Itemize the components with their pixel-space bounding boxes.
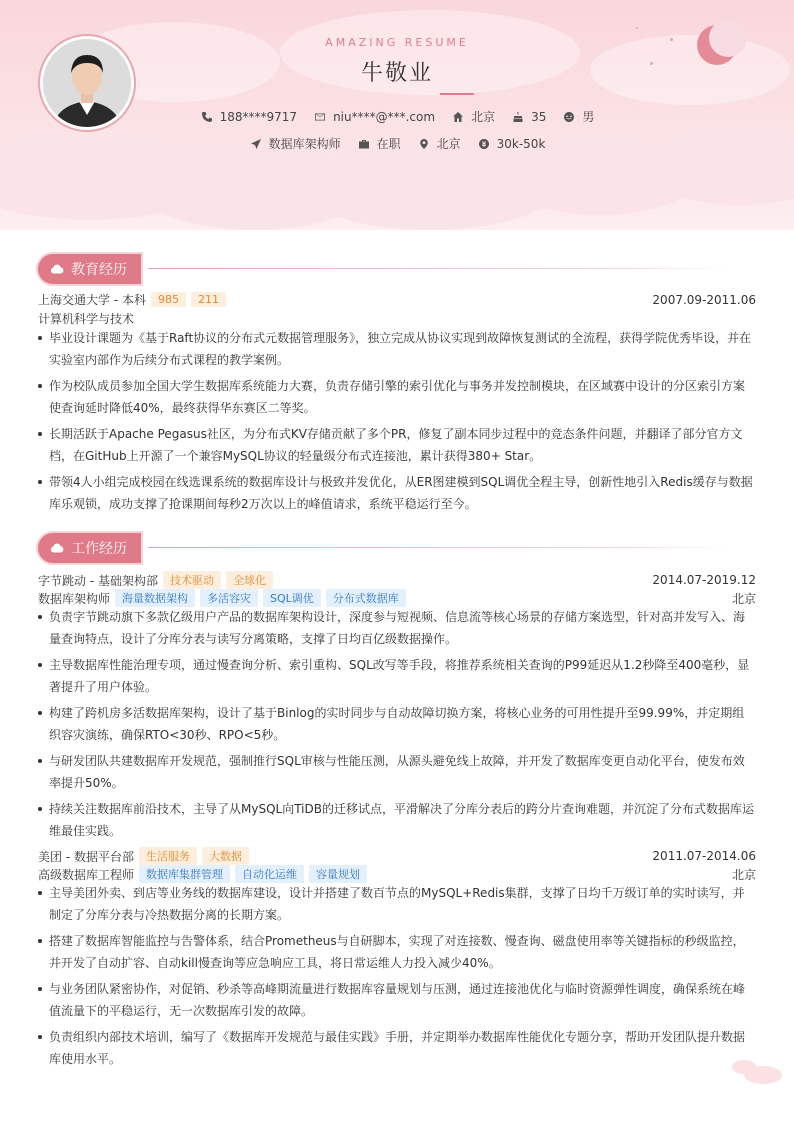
company-tag: 生活服务 xyxy=(139,847,197,865)
job-bullets xyxy=(38,606,756,846)
company-tag: 大数据 xyxy=(202,847,249,865)
job-info-row xyxy=(0,135,794,152)
job-date: 2011.07-2014.06 xyxy=(652,849,756,863)
job-date: 2014.07-2019.12 xyxy=(652,573,756,587)
work-section-title xyxy=(38,533,141,563)
education-date: 2007.09-2011.06 xyxy=(652,292,756,307)
work-divider xyxy=(148,547,728,548)
mail-icon xyxy=(313,110,327,124)
school-tag: 211 xyxy=(191,292,226,307)
cloud-icon xyxy=(50,264,64,274)
email-info: niu****@***.com xyxy=(313,110,435,124)
target-position-info: 数据库架构师 xyxy=(249,135,341,152)
major: 计算机科学与技术 xyxy=(38,312,135,326)
job-city: 北京 xyxy=(731,591,756,606)
employment-status-info: 在职 xyxy=(357,135,401,152)
work-title: 工作经历 xyxy=(71,541,127,557)
school-tag: 985 xyxy=(151,292,186,307)
age-info: 35 xyxy=(511,110,546,124)
education-bullets xyxy=(38,327,756,519)
salary-info: 30k-50k xyxy=(477,137,546,151)
education-divider xyxy=(148,268,728,269)
role-tag: 自动化运维 xyxy=(235,865,304,883)
education-header xyxy=(38,291,756,308)
list-item: 与研发团队共建数据库开发规范，强制推行SQL审核与性能压测，从源头避免线上故障，并开发了数据库变更自动化平台，使发布效率提升50%。 xyxy=(38,750,756,794)
list-item: 负责字节跳动旗下多款亿级用户产品的数据库架构设计，深度参与短视频、信息流等核心场景的存储方案选型，针对高并发写入、海量查询特点，设计了分库分表与读写分离策略，支撑了日均百亿级数据操作。 xyxy=(38,606,756,650)
list-item: 构建了跨机房多活数据库架构，设计了基于Binlog的实时同步与自动故障切换方案，将核心业务的可用性提升至99.99%，并定期组织容灾演练，确保RTO<30秒、RPO<5秒。 xyxy=(38,702,756,746)
company-name: 字节跳动 - 基础架构部 xyxy=(38,573,158,588)
list-item: 长期活跃于Apache Pegasus社区，为分布式KV存储贡献了多个PR，修复了副本同步过程中的竞态条件问题，并翻译了部分官方文档，在GitHub上开源了一个兼容MySQL协议的轻量级分布式连接池，累计获得380+ Star。 xyxy=(38,423,756,467)
list-item: 持续关注数据库前沿技术，主导了从MySQL向TiDB的迁移试点，平滑解决了分库分表后的跨分片查询难题，并沉淀了分布式数据库运维最佳实践。 xyxy=(38,798,756,842)
face-icon xyxy=(562,110,576,124)
job-role: 数据库架构师 xyxy=(38,591,111,606)
send-icon xyxy=(249,137,263,151)
cake-icon xyxy=(511,110,525,124)
company-tag: 全球化 xyxy=(226,571,273,589)
location-icon xyxy=(417,137,431,151)
job-role: 高级数据库工程师 xyxy=(38,867,135,882)
phone-icon xyxy=(200,110,214,124)
money-icon xyxy=(477,137,491,151)
role-tag: 多活容灾 xyxy=(200,589,258,607)
candidate-name: 牛敬业 xyxy=(360,61,433,86)
cloud-icon xyxy=(50,543,64,553)
list-item: 主导数据库性能治理专项，通过慢查询分析、索引重构、SQL改写等手段，将推荐系统相关查询的P99延迟从1.2秒降至400毫秒，显著提升了用户体验。 xyxy=(38,654,756,698)
list-item: 作为校队成员参加全国大学生数据库系统能力大赛，负责存储引擎的索引优化与事务并发控制模块，在区域赛中设计的分区索引方案使查询延时降低40%，最终获得华东赛区二等奖。 xyxy=(38,375,756,419)
company-name: 美团 - 数据平台部 xyxy=(38,849,134,864)
list-item: 毕业设计课题为《基于Raft协议的分布式元数据管理服务》，独立完成从协议实现到故障恢复测试的全流程，获得学院优秀毕设，并在实验室内部作为后续分布式课程的教学案例。 xyxy=(38,327,756,371)
home-icon xyxy=(451,110,465,124)
job-role-row xyxy=(38,865,756,883)
briefcase-icon xyxy=(357,137,371,151)
job-role-row xyxy=(38,589,756,607)
name-underline xyxy=(440,93,474,95)
resume-tagline: AMAZING RESUME xyxy=(325,36,469,49)
list-item: 与业务团队紧密协作，对促销、秒杀等高峰期流量进行数据库容量规划与压测，通过连接池优化与临时资源弹性调度，确保系统在峰值流量下的平稳运行，无一次数据库引发的故障。 xyxy=(38,978,756,1022)
company-tag: 技术驱动 xyxy=(163,571,221,589)
education-major-row xyxy=(38,310,756,327)
gender-info: 男 xyxy=(562,108,594,125)
role-tag: 海量数据架构 xyxy=(115,589,195,607)
job-city: 北京 xyxy=(731,867,756,882)
school-name: 上海交通大学 - 本科 xyxy=(38,293,146,307)
role-tag: 分布式数据库 xyxy=(326,589,406,607)
role-tag: 容量规划 xyxy=(309,865,367,883)
list-item: 负责组织内部技术培训，编写了《数据库开发规范与最佳实践》手册，并定期举办数据库性能优化专题分享，帮助开发团队提升数据库使用水平。 xyxy=(38,1026,756,1070)
contact-info-row xyxy=(0,108,794,125)
job-header xyxy=(38,847,756,865)
job-header xyxy=(38,571,756,589)
list-item: 带领4人小组完成校园在线选课系统的数据库设计与极致并发优化，从ER图建模到SQL调优全程主导，创新性地引入Redis缓存与数据库乐观锁，成功支撑了抢课期间每秒2万次以上的峰值请求，系统平稳运行至今。 xyxy=(38,471,756,515)
phone-info: 188****9717 xyxy=(200,110,297,124)
job-bullets xyxy=(38,882,756,1074)
hometown-info: 北京 xyxy=(451,108,495,125)
education-section-title xyxy=(38,254,141,284)
list-item: 主导美团外卖、到店等业务线的数据库建设，设计并搭建了数百节点的MySQL+Redis集群，支撑了日均千万级订单的实时读写，并制定了分库分表与冷热数据分离的长期方案。 xyxy=(38,882,756,926)
work-city-info: 北京 xyxy=(417,135,461,152)
education-title: 教育经历 xyxy=(71,262,127,278)
role-tag: SQL调优 xyxy=(263,589,321,607)
role-tag: 数据库集群管理 xyxy=(139,865,230,883)
list-item: 搭建了数据库智能监控与告警体系，结合Prometheus与自研脚本，实现了对连接数、慢查询、磁盘使用率等关键指标的秒级监控，并开发了自动扩容、自动kill慢查询等应急响应工具，将日常运维人力投入减少40%。 xyxy=(38,930,756,974)
